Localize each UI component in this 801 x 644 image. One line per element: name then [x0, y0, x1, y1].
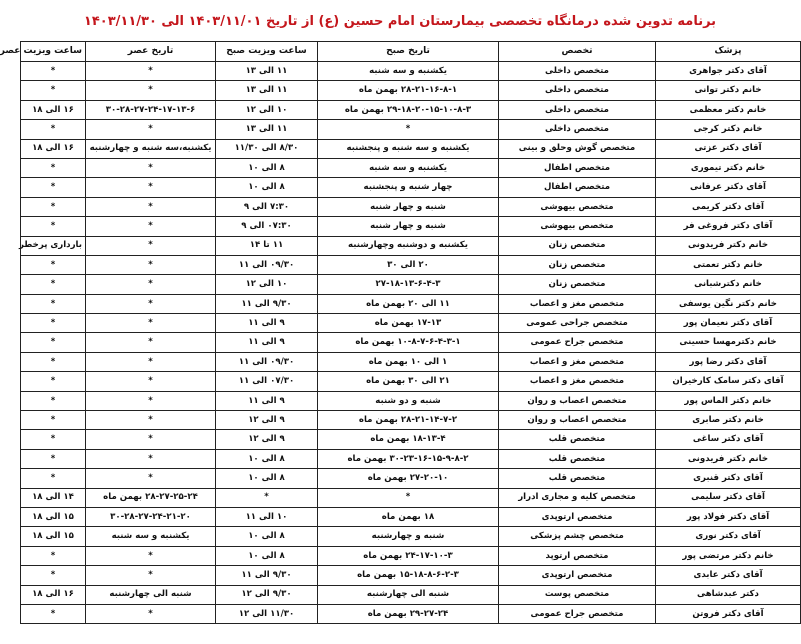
- specialty-cell: متخصص داخلی: [499, 100, 656, 119]
- evening-hours-cell: *: [21, 546, 86, 565]
- doctor-cell: آقای دکتر سلیمی: [656, 488, 801, 507]
- specialty-cell: متخصص قلب: [499, 430, 656, 449]
- evening-hours-cell: *: [21, 62, 86, 81]
- evening-date-cell: *: [86, 604, 216, 623]
- specialty-cell: متخصص ارتوپد: [499, 546, 656, 565]
- morning-hours-cell: ۱۰ الی ۱۲: [216, 275, 318, 294]
- morning-date-cell: یکشنبه و دوشنبه وچهارشنبه: [318, 236, 499, 255]
- morning-hours-cell: ۱۱ الی ۱۳: [216, 62, 318, 81]
- morning-date-cell: ۲۸-۲۱-۱۴-۷-۲ بهمن ماه: [318, 411, 499, 430]
- specialty-cell: متخصص جراح عمومی: [499, 604, 656, 623]
- column-header-specialty: تخصص: [499, 42, 656, 62]
- evening-date-cell: *: [86, 275, 216, 294]
- specialty-cell: متخصص جراحی عمومی: [499, 314, 656, 333]
- evening-date-cell: *: [86, 469, 216, 488]
- evening-date-cell: *: [86, 411, 216, 430]
- evening-hours-cell: *: [21, 352, 86, 371]
- morning-date-cell: ۱۸ بهمن ماه: [318, 507, 499, 526]
- evening-hours-cell: *: [21, 255, 86, 274]
- specialty-cell: متخصص داخلی: [499, 81, 656, 100]
- doctor-cell: خانم دکتر تعمتی: [656, 255, 801, 274]
- morning-date-cell: شنبه و چهارشنبه: [318, 527, 499, 546]
- evening-date-cell: *: [86, 197, 216, 216]
- evening-hours-cell: ۱۵ الی ۱۸: [21, 527, 86, 546]
- morning-hours-cell: ۸ الی ۱۰: [216, 158, 318, 177]
- specialty-cell: متخصص زنان: [499, 236, 656, 255]
- schedule-table: [0, 41, 801, 624]
- evening-hours-cell: ۱۶ الی ۱۸: [21, 585, 86, 604]
- morning-hours-cell: ۹ الی ۱۱: [216, 391, 318, 410]
- table-row: [21, 255, 801, 274]
- doctor-cell: آقای دکتر قنبری: [656, 469, 801, 488]
- morning-hours-cell: ۹/۳۰ الی ۱۲: [216, 585, 318, 604]
- evening-date-cell: *: [86, 217, 216, 236]
- morning-hours-cell: ۹ الی ۱۲: [216, 411, 318, 430]
- table-row: [21, 62, 801, 81]
- table-row: [21, 585, 801, 604]
- doctor-cell: آقای دکتر نوری: [656, 527, 801, 546]
- evening-hours-cell: *: [21, 294, 86, 313]
- evening-date-cell: یکشنبه و سه شنبه: [86, 527, 216, 546]
- table-row: [21, 158, 801, 177]
- evening-hours-cell: *: [21, 158, 86, 177]
- evening-date-cell: *: [86, 294, 216, 313]
- specialty-cell: متخصص ارتوپدی: [499, 507, 656, 526]
- doctor-cell: آقای دکتر عرفانی: [656, 178, 801, 197]
- evening-hours-cell: *: [21, 275, 86, 294]
- evening-date-cell: *: [86, 62, 216, 81]
- specialty-cell: متخصص پوست: [499, 585, 656, 604]
- doctor-cell: آقای دکتر سامک کارخیران: [656, 372, 801, 391]
- morning-hours-cell: ۸ الی ۱۰: [216, 546, 318, 565]
- doctor-cell: خانم دکترمهسا حسینی: [656, 333, 801, 352]
- morning-date-cell: ۱۸-۱۳-۴ بهمن ماه: [318, 430, 499, 449]
- evening-hours-cell: ۱۵ الی ۱۸: [21, 507, 86, 526]
- table-row: [21, 236, 801, 255]
- evening-hours-cell: *: [21, 411, 86, 430]
- evening-hours-cell: *: [21, 120, 86, 139]
- morning-hours-cell: ۸ الی ۱۰: [216, 449, 318, 468]
- evening-hours-cell: *: [21, 178, 86, 197]
- specialty-cell: متخصص قلب: [499, 449, 656, 468]
- table-row: [21, 197, 801, 216]
- morning-date-cell: یکشنبه و سه شنبه و پنجشنبه: [318, 139, 499, 158]
- column-header-morning-hours: ساعت ویزیت صبح: [216, 42, 318, 62]
- table-row: [21, 275, 801, 294]
- morning-date-cell: ۱۰-۸-۷-۶-۴-۳-۱ بهمن ماه: [318, 333, 499, 352]
- doctor-cell: آقای دکتر ساغی: [656, 430, 801, 449]
- morning-date-cell: ۲۸-۲۱-۱۶-۸-۱ بهمن ماه: [318, 81, 499, 100]
- morning-date-cell: ۱۵-۱۸-۸-۶-۲-۳ بهمن ماه: [318, 566, 499, 585]
- evening-date-cell: *: [86, 314, 216, 333]
- morning-date-cell: شنبه الی چهارشنبه: [318, 585, 499, 604]
- morning-date-cell: چهار شنبه و پنجشنبه: [318, 178, 499, 197]
- doctor-cell: آقای دکتر رضا پور: [656, 352, 801, 371]
- doctor-cell: خانم دکتر کرجی: [656, 120, 801, 139]
- evening-date-cell: *: [86, 430, 216, 449]
- doctor-cell: آقای دکتر عابدی: [656, 566, 801, 585]
- specialty-cell: متخصص اطفال: [499, 158, 656, 177]
- morning-hours-cell: ۱۱/۳۰ الی ۱۲: [216, 604, 318, 623]
- morning-date-cell: ۱ الی ۱۰ بهمن ماه: [318, 352, 499, 371]
- table-row: [21, 527, 801, 546]
- evening-date-cell: *: [86, 546, 216, 565]
- evening-hours-cell: *: [21, 604, 86, 623]
- morning-hours-cell: ۹ الی ۱۱: [216, 333, 318, 352]
- morning-date-cell: شنبه و دو شنبه: [318, 391, 499, 410]
- evening-date-cell: *: [86, 352, 216, 371]
- morning-hours-cell: ۹/۳۰ الی ۱۱: [216, 294, 318, 313]
- table-row: [21, 469, 801, 488]
- evening-hours-cell: *: [21, 566, 86, 585]
- specialty-cell: متخصص گوش وحلق و بینی: [499, 139, 656, 158]
- morning-date-cell: ۲۴-۱۷-۱۰-۳ بهمن ماه: [318, 546, 499, 565]
- morning-hours-cell: ۸/۳۰ الی ۱۱/۳۰: [216, 139, 318, 158]
- evening-hours-cell: *: [21, 430, 86, 449]
- morning-hours-cell: ۱۱ الی ۱۳: [216, 81, 318, 100]
- table-row: [21, 391, 801, 410]
- evening-date-cell: *: [86, 255, 216, 274]
- evening-hours-cell: *: [21, 391, 86, 410]
- doctor-cell: دکتر عبدشاهی: [656, 585, 801, 604]
- morning-date-cell: شنبه و چهار شنبه: [318, 197, 499, 216]
- morning-hours-cell: ۸ الی ۱۰: [216, 178, 318, 197]
- table-row: [21, 139, 801, 158]
- table-row: [21, 430, 801, 449]
- morning-date-cell: ۱۷-۱۳ بهمن ماه: [318, 314, 499, 333]
- morning-date-cell: شنبه و چهار شنبه: [318, 217, 499, 236]
- morning-hours-cell: ۰۹/۳۰ الی ۱۱: [216, 255, 318, 274]
- table-row: [21, 488, 801, 507]
- evening-date-cell: *: [86, 391, 216, 410]
- evening-date-cell: *: [86, 333, 216, 352]
- table-row: [21, 372, 801, 391]
- doctor-cell: خانم دکتر فریدونی: [656, 236, 801, 255]
- table-row: [21, 411, 801, 430]
- morning-hours-cell: ۱۱ الی ۱۳: [216, 120, 318, 139]
- morning-hours-cell: ۱۰ الی ۱۱: [216, 507, 318, 526]
- morning-date-cell: یکشنبه و سه شنبه: [318, 158, 499, 177]
- morning-hours-cell: ۹ الی ۱۱: [216, 314, 318, 333]
- table-header-row: [21, 42, 801, 62]
- morning-date-cell: ۲۷-۲۰-۱۰ بهمن ماه: [318, 469, 499, 488]
- doctor-cell: خانم دکتر نگین یوسفی: [656, 294, 801, 313]
- evening-hours-cell: *: [21, 81, 86, 100]
- specialty-cell: متخصص مغز و اعصاب: [499, 294, 656, 313]
- morning-hours-cell: ۱۰ الی ۱۲: [216, 100, 318, 119]
- table-row: [21, 178, 801, 197]
- specialty-cell: متخصص بیهوشی: [499, 197, 656, 216]
- morning-date-cell: ۳۰-۲۳-۱۶-۱۵-۹-۸-۲ بهمن ماه: [318, 449, 499, 468]
- doctor-cell: خانم دکتر معظمی: [656, 100, 801, 119]
- doctor-cell: خانم دکترشبانی: [656, 275, 801, 294]
- table-row: [21, 507, 801, 526]
- specialty-cell: متخصص داخلی: [499, 120, 656, 139]
- doctor-cell: آقای دکتر کریمی: [656, 197, 801, 216]
- specialty-cell: متخصص چشم پزشکی: [499, 527, 656, 546]
- evening-hours-cell: بارداری پرخطر: [21, 236, 86, 255]
- evening-date-cell: ۲۸-۲۷-۲۵-۲۴ بهمن ماه: [86, 488, 216, 507]
- specialty-cell: متخصص مغز و اعصاب: [499, 352, 656, 371]
- morning-hours-cell: ۸ الی ۱۰: [216, 527, 318, 546]
- table-row: [21, 449, 801, 468]
- specialty-cell: متخصص بیهوشی: [499, 217, 656, 236]
- evening-hours-cell: *: [21, 372, 86, 391]
- specialty-cell: متخصص مغز و اعصاب: [499, 372, 656, 391]
- specialty-cell: متخصص قلب: [499, 469, 656, 488]
- doctor-cell: آقای دکتر جواهری: [656, 62, 801, 81]
- table-row: [21, 100, 801, 119]
- evening-date-cell: شنبه الی چهارشنبه: [86, 585, 216, 604]
- evening-date-cell: *: [86, 566, 216, 585]
- evening-hours-cell: *: [21, 333, 86, 352]
- table-row: [21, 566, 801, 585]
- morning-date-cell: ۱۱ الی ۲۰ بهمن ماه: [318, 294, 499, 313]
- table-row: [21, 352, 801, 371]
- table-row: [21, 604, 801, 623]
- page-title: برنامه تدوین شده درمانگاه تخصصی بیمارستان امام حسین (ع) از تاریخ ۱۴۰۳/۱۱/۰۱ الی ۱۴۰۳/۱۱/۳۰: [83, 14, 717, 29]
- evening-date-cell: *: [86, 158, 216, 177]
- specialty-cell: متخصص اعصاب و روان: [499, 411, 656, 430]
- specialty-cell: متخصص زنان: [499, 275, 656, 294]
- column-header-doctor: پزشک: [656, 42, 801, 62]
- morning-hours-cell: ۹/۳۰ الی ۱۱: [216, 566, 318, 585]
- evening-hours-cell: *: [21, 469, 86, 488]
- evening-hours-cell: ۱۴ الی ۱۸: [21, 488, 86, 507]
- evening-hours-cell: ۱۶ الی ۱۸: [21, 100, 86, 119]
- morning-hours-cell: ۰۷/۳۰ الی ۱۱: [216, 372, 318, 391]
- table-row: [21, 294, 801, 313]
- specialty-cell: متخصص اطفال: [499, 178, 656, 197]
- doctor-cell: آقای دکتر نعیمان پور: [656, 314, 801, 333]
- morning-date-cell: ۲۹-۱۸-۲۰-۱۵-۱۰-۸-۳ بهمن ماه: [318, 100, 499, 119]
- table-row: [21, 217, 801, 236]
- evening-date-cell: *: [86, 449, 216, 468]
- doctor-cell: آقای دکتر فروتن: [656, 604, 801, 623]
- doctor-cell: آقای دکتر عزتی: [656, 139, 801, 158]
- morning-date-cell: ۲۷-۱۸-۱۳-۶-۴-۳: [318, 275, 499, 294]
- morning-hours-cell: *: [216, 488, 318, 507]
- table-row: [21, 314, 801, 333]
- evening-date-cell: *: [86, 372, 216, 391]
- morning-date-cell: *: [318, 120, 499, 139]
- evening-hours-cell: *: [21, 449, 86, 468]
- evening-hours-cell: *: [21, 217, 86, 236]
- specialty-cell: متخصص اعصاب و روان: [499, 391, 656, 410]
- morning-hours-cell: ۰۷:۳۰ الی ۹: [216, 217, 318, 236]
- evening-hours-cell: ۱۶ الی ۱۸: [21, 139, 86, 158]
- morning-hours-cell: ۹ الی ۱۲: [216, 430, 318, 449]
- morning-date-cell: *: [318, 488, 499, 507]
- doctor-cell: خانم دکتر مرتضی پور: [656, 546, 801, 565]
- doctor-cell: آقای دکتر فروغی فر: [656, 217, 801, 236]
- column-header-morning-date: تاریخ صبح: [318, 42, 499, 62]
- evening-date-cell: *: [86, 236, 216, 255]
- morning-date-cell: ۲۰ الی ۳۰: [318, 255, 499, 274]
- morning-hours-cell: ۰۹/۳۰ الی ۱۱: [216, 352, 318, 371]
- morning-date-cell: یکشنبه و سه شنبه: [318, 62, 499, 81]
- morning-hours-cell: ۸ الی ۱۰: [216, 469, 318, 488]
- table-row: [21, 120, 801, 139]
- morning-date-cell: ۲۹-۲۷-۲۴ بهمن ماه: [318, 604, 499, 623]
- evening-date-cell: یکشنبه،سه شنبه و چهارشنبه: [86, 139, 216, 158]
- table-row: [21, 333, 801, 352]
- table-row: [21, 81, 801, 100]
- doctor-cell: خانم دکتر الماس پور: [656, 391, 801, 410]
- specialty-cell: متخصص جراح عمومی: [499, 333, 656, 352]
- doctor-cell: خانم دکتر صابری: [656, 411, 801, 430]
- table-row: [21, 546, 801, 565]
- doctor-cell: آقای دکتر فولاد پور: [656, 507, 801, 526]
- column-header-evening-hours: ساعت ویزیت عصر: [21, 42, 86, 62]
- column-header-evening-date: تاریخ عصر: [86, 42, 216, 62]
- evening-hours-cell: *: [21, 197, 86, 216]
- doctor-cell: خانم دکتر تیموری: [656, 158, 801, 177]
- evening-date-cell: *: [86, 81, 216, 100]
- evening-date-cell: ۳۰-۲۸-۲۷-۲۴-۱۷-۱۳-۶: [86, 100, 216, 119]
- specialty-cell: متخصص کلیه و مجاری ادرار: [499, 488, 656, 507]
- evening-date-cell: *: [86, 120, 216, 139]
- specialty-cell: متخصص زنان: [499, 255, 656, 274]
- morning-hours-cell: ۷:۳۰ الی ۹: [216, 197, 318, 216]
- morning-hours-cell: ۱۱ تا ۱۴: [216, 236, 318, 255]
- evening-date-cell: ۳۰-۲۸-۲۷-۲۴-۲۱-۲۰: [86, 507, 216, 526]
- specialty-cell: متخصص داخلی: [499, 62, 656, 81]
- specialty-cell: متخصص ارتوپدی: [499, 566, 656, 585]
- doctor-cell: خانم دکتر توانی: [656, 81, 801, 100]
- doctor-cell: خانم دکتر فریدونی: [656, 449, 801, 468]
- evening-date-cell: *: [86, 178, 216, 197]
- morning-date-cell: ۲۱ الی ۳۰ بهمن ماه: [318, 372, 499, 391]
- evening-hours-cell: *: [21, 314, 86, 333]
